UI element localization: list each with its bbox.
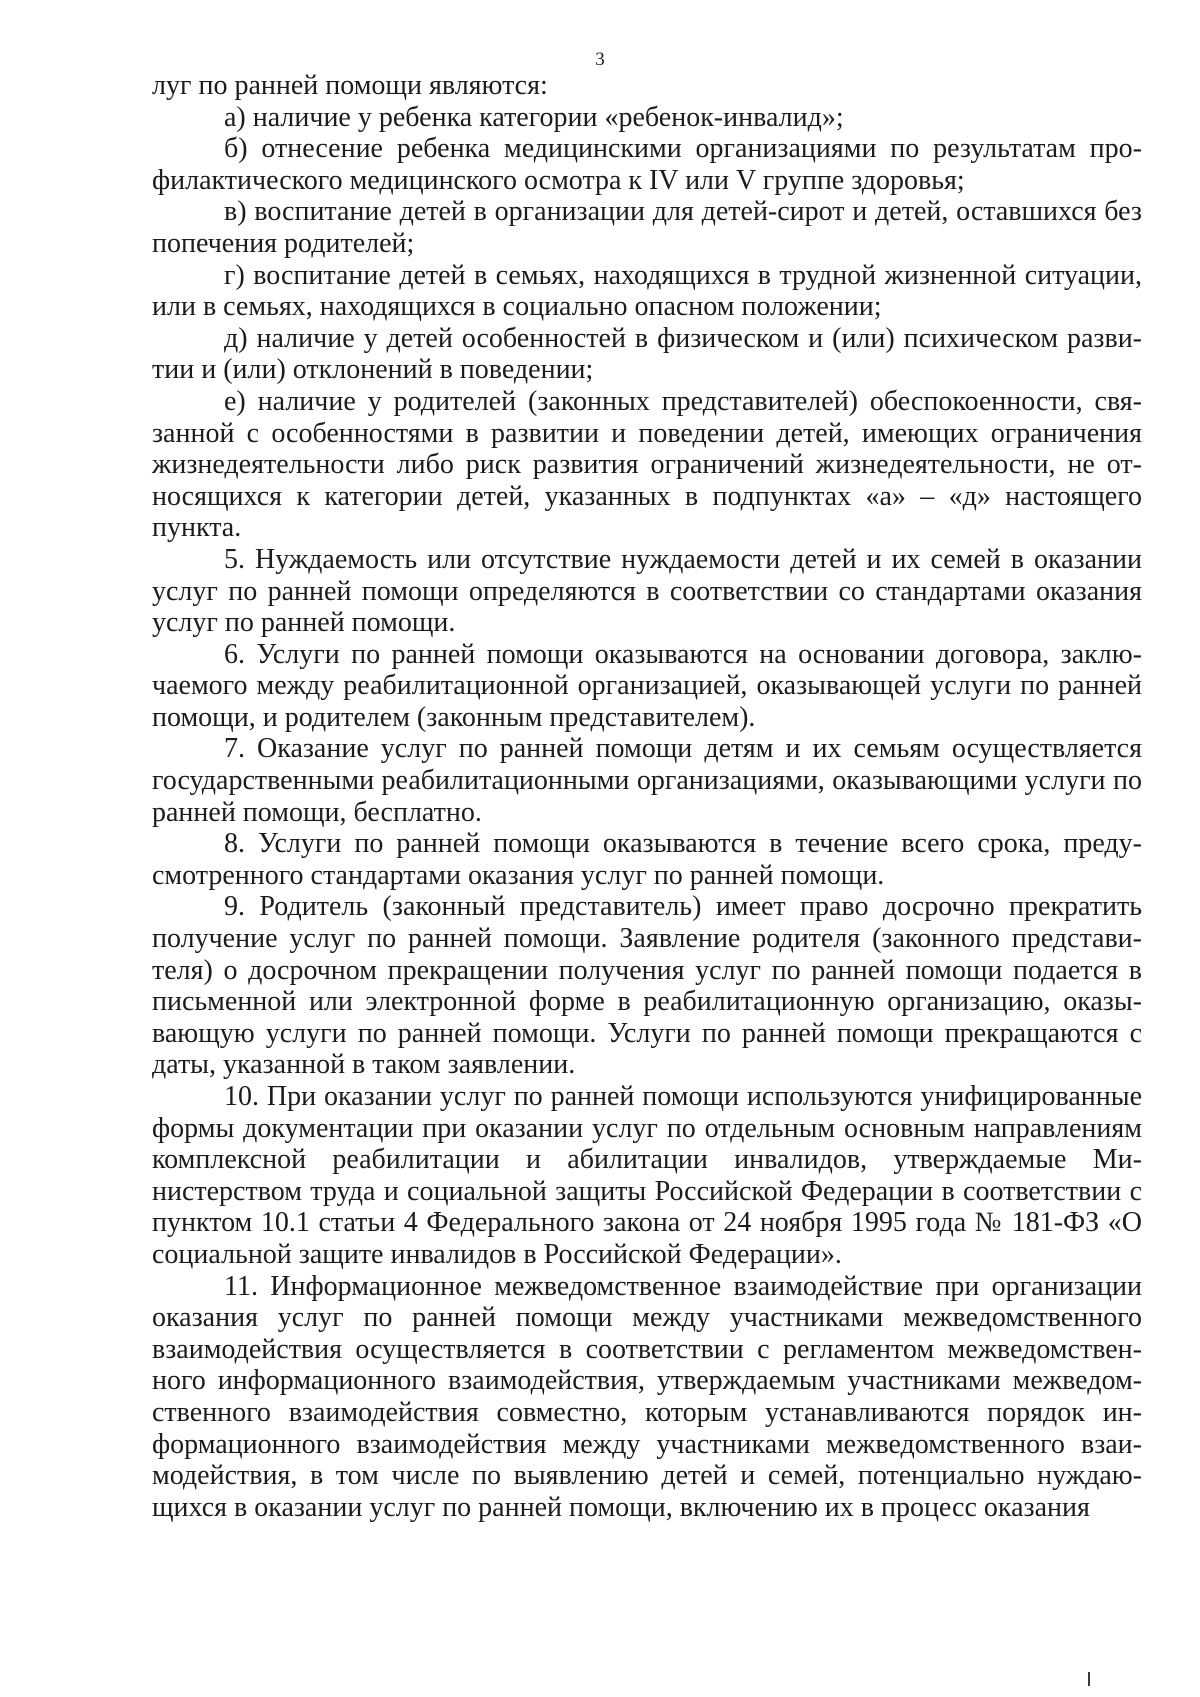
clause-8: 8. Услуги по ранней помощи оказываются в течение всего срока, предусмотренного стандартами оказания услуг по ранней помощи.	[152, 828, 1142, 891]
clause-11: 11. Информационное межведомственное взаимодействие при организации оказания услуг по ранней помощи между участниками межведомственного взаимодействия осуществляется в соответствии с регламентом межведомственного информационного взаимодействия, утверждаемым участниками межведомственного взаимодействия совместно, которым устанавливаются порядок информационного взаимодействия между участниками межведомственного взаимодействия, в том числе по выявлению детей и семей, потенциально нуждающихся в оказании услуг по ранней помощи, включению их в процесс оказания	[152, 1270, 1142, 1523]
scan-mark	[1088, 1672, 1090, 1686]
clause-9: 9. Родитель (законный представитель) имеет право досрочно прекратить получение услуг по ранней помощи. Заявление родителя (законного представителя) о досрочном прекращении получения услуг по ранней помощи подается в письменной или электронной форме в реабилитационную организацию, оказывающую услуги по ранней помощи. Услуги по ранней помощи прекращаются с даты, указанной в таком заявлении.	[152, 891, 1142, 1081]
clause-5: 5. Нуждаемость или отсутствие нуждаемости детей и их семей в оказании услуг по ранней помощи определяются в соответствии со стандартами оказания услуг по ранней помощи.	[152, 543, 1142, 639]
list-item-d: д) наличие у детей особенностей в физическом и (или) психическом развитии и (или) отклонений в поведении;	[152, 322, 1142, 386]
clause-7: 7. Оказание услуг по ранней помощи детям и их семьям осуществляется государственными реабилитационными организациями, оказывающими услуги по ранней помощи, бесплатно.	[152, 733, 1142, 828]
list-item-a: а) наличие у ребенка категории «ребенок-инвалид»;	[224, 101, 844, 133]
page-number: 3	[595, 49, 605, 70]
document-body	[152, 70, 1142, 1523]
list-item-v: в) воспитание детей в организации для детей-сирот и детей, оставшихся без попечения родителей;	[152, 196, 1142, 259]
clause-10: 10. При оказании услуг по ранней помощи используются унифицированные формы документации при оказании услуг по отдельным основным направлениям комплексной реабилитации и абилитации инвалидов, утверждаемые Министерством труда и социальной защиты Российской Федерации в соответствии с пунктом 10.1 статьи 4 Федерального закона от 24 ноября 1995 года № 181-ФЗ «О социальной защите инвалидов в Российской Федерации».	[152, 1081, 1142, 1270]
paragraph-continuation: луг по ранней помощи являются:	[152, 70, 548, 101]
clause-6: 6. Услуги по ранней помощи оказываются на основании договора, заключаемого между реабилитационной организацией, оказывающей услуги по ранней помощи, и родителем (законным представителем).	[152, 638, 1142, 733]
list-item-g: г) воспитание детей в семьях, находящихся в трудной жизненной ситуации, или в семьях, находящихся в социально опасном положении;	[152, 259, 1142, 323]
list-item-e: е) наличие у родителей (законных представителей) обеспокоенности, связанной с особенностями в развитии и поведении детей, имеющих ограничения жизнедеятельности либо риск развития ограничений жизнедеятельности, не относящихся к категории детей, указанных в подпунктах «а» – «д» настоящего пункта.	[152, 385, 1142, 544]
list-item-b: б) отнесение ребенка медицинскими организациями по результатам профилактического медицинского осмотра к IV или V группе здоровья;	[152, 133, 1142, 196]
